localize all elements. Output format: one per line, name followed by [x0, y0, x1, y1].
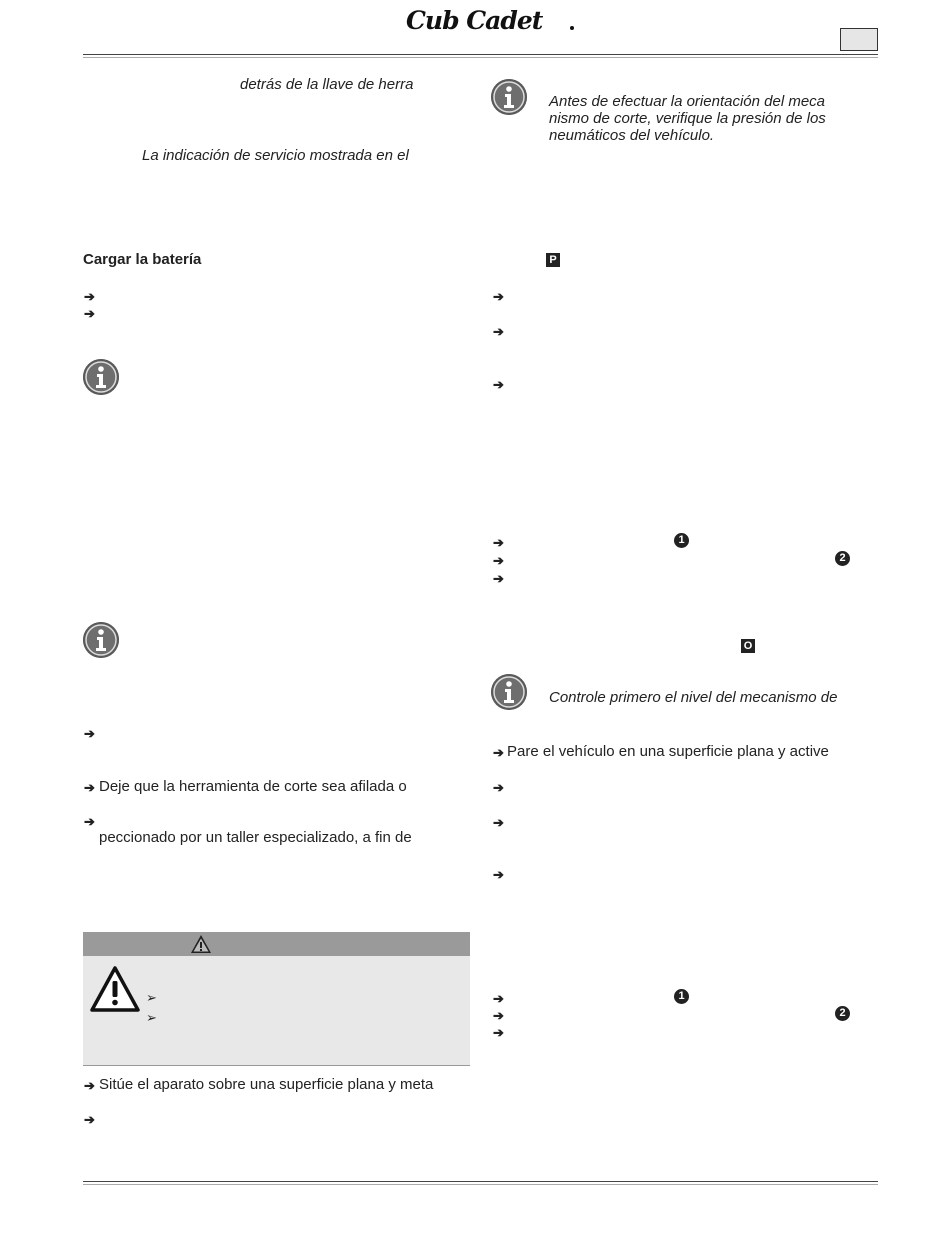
info-icon	[83, 622, 119, 658]
step-badge-2: 2	[835, 551, 850, 566]
bullet-text-park-vehicle: Pare el vehículo en una superficie plana y active	[507, 743, 829, 760]
footer-rule-bottom	[83, 1184, 878, 1185]
left-text-line-2: La indicación de servicio mostrada en el	[142, 147, 409, 164]
bullet-arrow-icon: ➔	[493, 815, 504, 830]
left-text-line-1: detrás de la llave de herra	[240, 76, 414, 93]
note-tyre-line-2: nismo de corte, verifique la presión de los	[549, 110, 826, 127]
bullet-arrow-icon: ➔	[493, 324, 504, 339]
bullet-arrow-icon: ➔	[493, 377, 504, 392]
header-rule-top	[83, 54, 878, 55]
pointer-bullet-icon: ➢	[146, 1010, 157, 1025]
bullet-arrow-icon: ➔	[84, 1112, 95, 1127]
bullet-arrow-icon: ➔	[84, 726, 95, 741]
info-icon	[491, 79, 527, 115]
mower-deck-icon: O	[741, 639, 755, 653]
bullet-arrow-icon: ➔	[84, 289, 95, 304]
bullet-arrow-icon: ➔	[493, 745, 504, 760]
note-deck-level: Controle primero el nivel del mecanismo de	[549, 689, 838, 706]
bullet-text-workshop: peccionado por un taller especializado, a fin de	[99, 829, 412, 846]
parking-brake-icon: P	[546, 253, 560, 267]
bullet-arrow-icon: ➔	[84, 814, 95, 829]
step-badge-1: 1	[674, 989, 689, 1004]
bullet-arrow-icon: ➔	[493, 991, 504, 1006]
brand-logo	[404, 4, 576, 34]
bullet-arrow-icon: ➔	[84, 306, 95, 321]
svg-text:Cub Cadet: Cub Cadet	[406, 6, 543, 34]
page-number-box	[840, 28, 878, 51]
pointer-bullet-icon: ➢	[146, 990, 157, 1005]
bullet-text-flat-surface: Sitúe el aparato sobre una superficie plana y meta	[99, 1076, 434, 1093]
bullet-arrow-icon: ➔	[493, 571, 504, 586]
bullet-text-sharpen: Deje que la herramienta de corte sea afilada o	[99, 778, 407, 795]
note-tyre-line-3: neumáticos del vehículo.	[549, 127, 715, 144]
section-heading-charge-battery: Cargar la batería	[83, 251, 202, 268]
header-rule-bottom	[83, 57, 878, 58]
footer-rule-top	[83, 1181, 878, 1182]
info-icon	[83, 359, 119, 395]
bullet-arrow-icon: ➔	[493, 1025, 504, 1040]
bullet-arrow-icon: ➔	[84, 1078, 95, 1093]
step-badge-1: 1	[674, 533, 689, 548]
cub-cadet-logo	[404, 4, 576, 34]
warning-large-triangle-icon	[89, 965, 141, 1013]
warning-triangle-icon	[190, 934, 212, 954]
bullet-arrow-icon: ➔	[493, 780, 504, 795]
warning-box-header	[83, 932, 470, 956]
warning-box	[83, 932, 470, 1066]
bullet-arrow-icon: ➔	[493, 553, 504, 568]
bullet-arrow-icon: ➔	[493, 867, 504, 882]
step-badge-2: 2	[835, 1006, 850, 1021]
note-tyre-line-1: Antes de efectuar la orientación del meca	[549, 93, 825, 110]
bullet-arrow-icon: ➔	[84, 780, 95, 795]
bullet-arrow-icon: ➔	[493, 289, 504, 304]
info-icon	[491, 674, 527, 710]
bullet-arrow-icon: ➔	[493, 535, 504, 550]
bullet-arrow-icon: ➔	[493, 1008, 504, 1023]
